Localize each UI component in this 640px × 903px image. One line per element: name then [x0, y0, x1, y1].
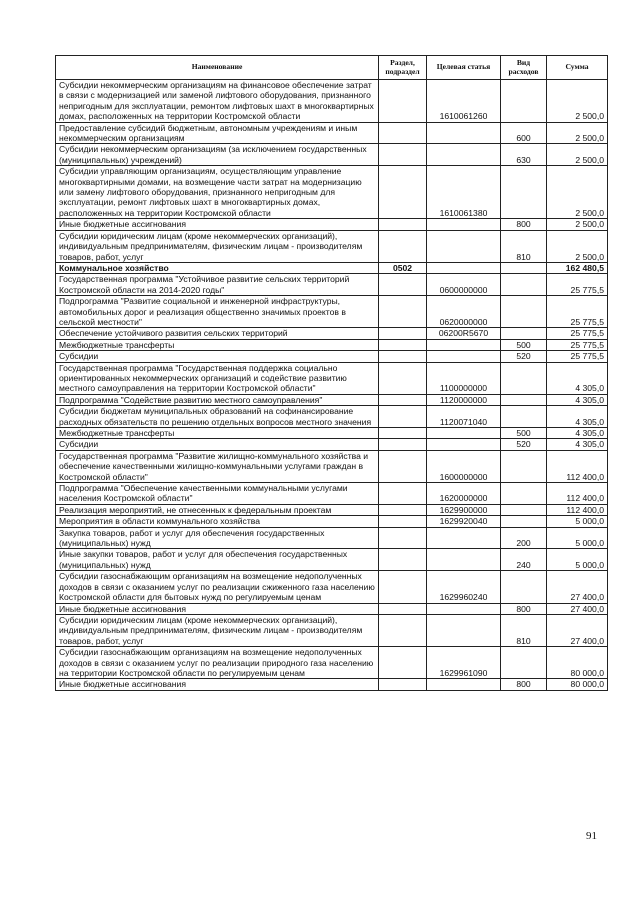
budget-table [55, 55, 608, 691]
table-row [56, 527, 608, 549]
header-name: Наименование [56, 56, 379, 80]
cell-expense-type [501, 394, 547, 405]
cell-name: Иные бюджетные ассигнования [56, 603, 379, 614]
cell-section [379, 483, 427, 505]
cell-amount: 27 400,0 [547, 603, 608, 614]
cell-section [379, 144, 427, 166]
cell-target: 1629920040 [427, 516, 501, 527]
header-section: Раздел, подраздел [379, 56, 427, 80]
cell-expense-type [501, 274, 547, 296]
cell-section [379, 549, 427, 571]
table-row [56, 428, 608, 439]
cell-name: Реализация мероприятий, не отнесенных к федеральным проектам [56, 504, 379, 515]
cell-section [379, 80, 427, 123]
table-row [56, 614, 608, 646]
cell-expense-type: 600 [501, 122, 547, 144]
cell-target [427, 230, 501, 262]
cell-expense-type: 800 [501, 219, 547, 230]
cell-amount: 5 000,0 [547, 527, 608, 549]
cell-target [427, 549, 501, 571]
cell-expense-type: 240 [501, 549, 547, 571]
cell-amount: 25 775,5 [547, 339, 608, 350]
table-row [56, 80, 608, 123]
cell-expense-type [501, 516, 547, 527]
table-row [56, 483, 608, 505]
table-row [56, 439, 608, 450]
cell-name: Государственная программа "Развитие жилищно-коммунального хозяйства и обеспечение качественными жилищно-коммунальными услугами граждан в Костромской области" [56, 450, 379, 482]
cell-section [379, 230, 427, 262]
cell-name: Закупка товаров, работ и услуг для обеспечения государственных (муниципальных) нужд [56, 527, 379, 549]
cell-section [379, 219, 427, 230]
cell-section [379, 274, 427, 296]
cell-amount: 25 775,5 [547, 351, 608, 362]
cell-amount: 2 500,0 [547, 166, 608, 219]
table-row [56, 406, 608, 428]
cell-amount: 2 500,0 [547, 219, 608, 230]
cell-section [379, 504, 427, 515]
cell-target [427, 219, 501, 230]
cell-amount: 5 000,0 [547, 516, 608, 527]
cell-amount: 80 000,0 [547, 647, 608, 679]
cell-name: Субсидии юридическим лицам (кроме некоммерческих организаций), индивидуальным предпринимателям, физическим лицам - производителям товаров, работ, услуг [56, 230, 379, 262]
cell-target [427, 527, 501, 549]
table-row [56, 296, 608, 328]
table-row [56, 339, 608, 350]
cell-target: 1629960240 [427, 571, 501, 603]
table-row [56, 230, 608, 262]
table-row [56, 122, 608, 144]
cell-amount: 25 775,5 [547, 274, 608, 296]
cell-expense-type: 800 [501, 679, 547, 690]
cell-expense-type: 200 [501, 527, 547, 549]
cell-amount: 4 305,0 [547, 439, 608, 450]
cell-expense-type [501, 362, 547, 394]
table-row [56, 603, 608, 614]
cell-amount: 80 000,0 [547, 679, 608, 690]
cell-target: 1629961090 [427, 647, 501, 679]
cell-expense-type: 800 [501, 603, 547, 614]
cell-expense-type [501, 166, 547, 219]
cell-section [379, 394, 427, 405]
cell-name: Субсидии управляющим организациям, осуществляющим управление многоквартирными домами, на возмещение части затрат на модернизацию или замену лифтового оборудования, признанного непригодным для эксплуатации, ремонт лифтовых шахт в многоквартирных домах, расположенных на территории Костромской области [56, 166, 379, 219]
cell-section [379, 122, 427, 144]
cell-name: Иные закупки товаров, работ и услуг для обеспечения государственных (муниципальных) нужд [56, 549, 379, 571]
cell-section [379, 516, 427, 527]
cell-name: Мероприятия в области коммунального хозяйства [56, 516, 379, 527]
cell-section [379, 679, 427, 690]
cell-name: Коммунальное хозяйство [56, 262, 379, 273]
cell-name: Субсидии некоммерческим организациям (за исключением государственных (муниципальных) учреждений) [56, 144, 379, 166]
cell-target [427, 428, 501, 439]
table-row [56, 362, 608, 394]
cell-expense-type: 500 [501, 428, 547, 439]
cell-amount: 162 480,5 [547, 262, 608, 273]
cell-name: Подпрограмма "Содействие развитию местного самоуправления" [56, 394, 379, 405]
cell-expense-type [501, 296, 547, 328]
cell-amount: 112 400,0 [547, 504, 608, 515]
table-row [56, 351, 608, 362]
cell-expense-type: 810 [501, 614, 547, 646]
cell-target: 1100000000 [427, 362, 501, 394]
cell-name: Межбюджетные трансферты [56, 339, 379, 350]
header-amount: Сумма [547, 56, 608, 80]
cell-name: Субсидии [56, 351, 379, 362]
table-row [56, 504, 608, 515]
cell-expense-type [501, 571, 547, 603]
cell-target: 06200R5670 [427, 328, 501, 339]
cell-name: Государственная программа "Устойчивое развитие сельских территорий Костромской области на 2014-2020 годы" [56, 274, 379, 296]
cell-section [379, 339, 427, 350]
cell-section [379, 362, 427, 394]
cell-target [427, 614, 501, 646]
table-row [56, 549, 608, 571]
cell-section [379, 527, 427, 549]
table-row [56, 516, 608, 527]
cell-section [379, 450, 427, 482]
cell-name: Обеспечение устойчивого развития сельских территорий [56, 328, 379, 339]
table-header-row [56, 56, 608, 80]
cell-name: Субсидии газоснабжающим организациям на возмещение недополученных доходов в связи с оказанием услуг по реализации природного газа населению на территории Костромской области по регулируемым ценам [56, 647, 379, 679]
cell-target: 1120000000 [427, 394, 501, 405]
cell-amount: 112 400,0 [547, 483, 608, 505]
cell-name: Субсидии бюджетам муниципальных образований на софинансирование расходных обязательств по решению отдельных вопросов местного значения [56, 406, 379, 428]
cell-expense-type [501, 80, 547, 123]
cell-name: Подпрограмма "Обеспечение качественными коммунальными услугами населения Костромской области" [56, 483, 379, 505]
cell-section [379, 428, 427, 439]
cell-amount: 112 400,0 [547, 450, 608, 482]
cell-amount: 27 400,0 [547, 614, 608, 646]
cell-amount: 27 400,0 [547, 571, 608, 603]
table-row [56, 219, 608, 230]
cell-name: Субсидии юридическим лицам (кроме некоммерческих организаций), индивидуальным предпринимателям, физическим лицам - производителям товаров, работ, услуг [56, 614, 379, 646]
cell-amount: 4 305,0 [547, 406, 608, 428]
cell-section [379, 647, 427, 679]
cell-name: Предоставление субсидий бюджетным, автономным учреждениям и иным некоммерческим организациям [56, 122, 379, 144]
table-row [56, 647, 608, 679]
cell-name: Иные бюджетные ассигнования [56, 219, 379, 230]
cell-target [427, 439, 501, 450]
table-row [56, 166, 608, 219]
cell-target: 1629900000 [427, 504, 501, 515]
cell-name: Субсидии [56, 439, 379, 450]
cell-expense-type [501, 483, 547, 505]
table-row [56, 262, 608, 273]
cell-section [379, 571, 427, 603]
cell-section [379, 614, 427, 646]
cell-amount: 25 775,5 [547, 296, 608, 328]
table-row [56, 274, 608, 296]
budget-sheet [55, 55, 607, 691]
cell-name: Подпрограмма "Развитие социальной и инженерной инфраструктуры, автомобильных дорог и реализация общественно значимых проектов в сельской местности" [56, 296, 379, 328]
cell-target: 1600000000 [427, 450, 501, 482]
cell-target: 0600000000 [427, 274, 501, 296]
page-number: 91 [586, 830, 597, 842]
cell-target: 1620000000 [427, 483, 501, 505]
cell-target [427, 679, 501, 690]
cell-section [379, 328, 427, 339]
cell-expense-type [501, 328, 547, 339]
cell-expense-type [501, 406, 547, 428]
table-row [56, 394, 608, 405]
cell-expense-type [501, 647, 547, 679]
cell-target: 0620000000 [427, 296, 501, 328]
cell-amount: 2 500,0 [547, 80, 608, 123]
cell-section [379, 351, 427, 362]
cell-amount: 2 500,0 [547, 122, 608, 144]
cell-expense-type: 520 [501, 351, 547, 362]
cell-name: Государственная программа "Государственная поддержка социально ориентированных некоммерческих организаций и содействие развитию местного самоуправления на территории Костромской области" [56, 362, 379, 394]
table-row [56, 328, 608, 339]
table-row [56, 144, 608, 166]
table-row [56, 679, 608, 690]
cell-section [379, 439, 427, 450]
cell-amount: 4 305,0 [547, 362, 608, 394]
table-row [56, 450, 608, 482]
cell-expense-type [501, 450, 547, 482]
cell-amount: 2 500,0 [547, 230, 608, 262]
cell-target [427, 144, 501, 166]
table-body [56, 80, 608, 691]
cell-section [379, 406, 427, 428]
cell-expense-type: 520 [501, 439, 547, 450]
cell-section [379, 296, 427, 328]
cell-target [427, 603, 501, 614]
cell-expense-type: 810 [501, 230, 547, 262]
cell-section [379, 166, 427, 219]
cell-expense-type: 500 [501, 339, 547, 350]
cell-name: Иные бюджетные ассигнования [56, 679, 379, 690]
cell-amount: 2 500,0 [547, 144, 608, 166]
cell-target [427, 339, 501, 350]
cell-expense-type [501, 504, 547, 515]
cell-name: Субсидии некоммерческим организациям на финансовое обеспечение затрат в связи с модернизацией или заменой лифтового оборудования, признанного непригодным для эксплуатации, ремонтом лифтовых шахт в многоквартирных домах, расположенных на территории Костромской области [56, 80, 379, 123]
cell-target: 1120071040 [427, 406, 501, 428]
cell-expense-type [501, 262, 547, 273]
cell-target [427, 351, 501, 362]
cell-target: 1610061380 [427, 166, 501, 219]
cell-section [379, 603, 427, 614]
header-expense-type: Вид расходов [501, 56, 547, 80]
cell-target: 1610061260 [427, 80, 501, 123]
cell-expense-type: 630 [501, 144, 547, 166]
cell-target [427, 122, 501, 144]
cell-amount: 5 000,0 [547, 549, 608, 571]
cell-name: Межбюджетные трансферты [56, 428, 379, 439]
cell-amount: 4 305,0 [547, 394, 608, 405]
table-row [56, 571, 608, 603]
cell-amount: 25 775,5 [547, 328, 608, 339]
cell-name: Субсидии газоснабжающим организациям на возмещение недополученных доходов в связи с оказанием услуг по реализации сжиженного газа населению Костромской области для бытовых нужд по регулируемым ценам [56, 571, 379, 603]
cell-amount: 4 305,0 [547, 428, 608, 439]
header-target: Целевая статья [427, 56, 501, 80]
cell-section: 0502 [379, 262, 427, 273]
cell-target [427, 262, 501, 273]
